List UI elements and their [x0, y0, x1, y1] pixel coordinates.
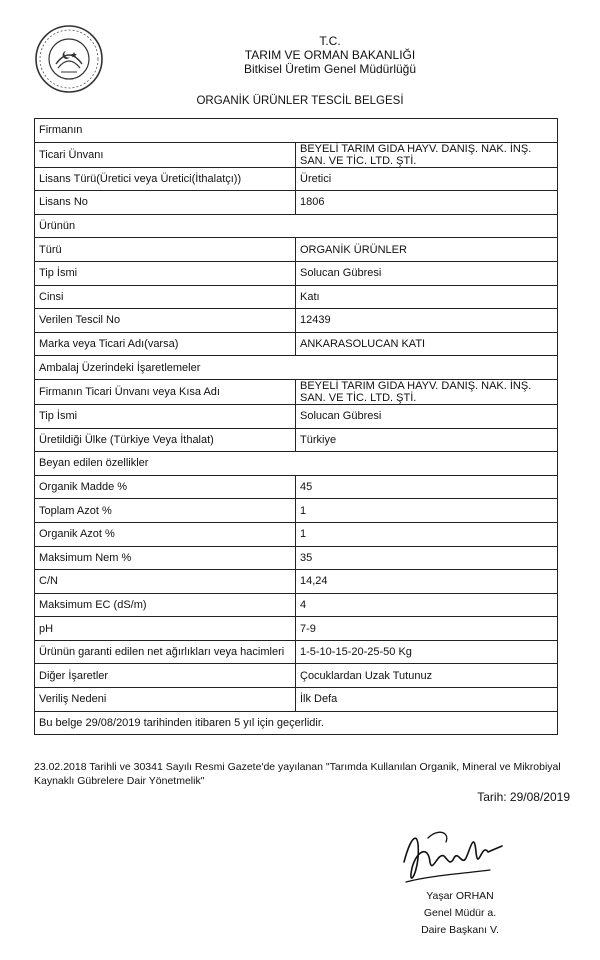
validity-note: Bu belge 29/08/2019 tarihinden itibaren 5 yıl için geçerlidir. [35, 711, 558, 735]
row-value: Çocuklardan Uzak Tutunuz [296, 664, 558, 688]
signer-title: Daire Başkanı V. [421, 924, 499, 936]
row-value: 1 [296, 499, 558, 523]
row-value: 1-5-10-15-20-25-50 Kg [296, 640, 558, 664]
row-label: Üretildiği Ülke (Türkiye Veya İthalat) [35, 428, 296, 452]
section-label: Firmanın [35, 119, 558, 143]
issue-date: Tarih: 29/08/2019 [477, 790, 570, 804]
section-row-firm [35, 119, 558, 143]
row-label: Ticari Ünvanı [35, 142, 296, 167]
table-row [35, 191, 558, 215]
section-label: Beyan edilen özellikler [35, 452, 558, 476]
header-directorate: Bitkisel Üretim Genel Müdürlüğü [243, 62, 417, 76]
signature-icon [398, 822, 506, 894]
legal-basis: 23.02.2018 Tarihli ve 30341 Sayılı Resmi Gazete'de yayılanan "Tarımda Kullanılan Organik, Mineral ve Mikrobiyal Kaynaklı Gübrelere Dair Yönetmelik" [34, 761, 561, 787]
row-label: Lisans Türü(Üretici veya Üretici(İthalatçı)) [35, 167, 296, 191]
row-value: 4 [296, 593, 558, 617]
table-row [35, 309, 558, 333]
section-row-declared [35, 452, 558, 476]
row-label: pH [35, 617, 296, 641]
table-row [35, 238, 558, 262]
header-ministry: TARIM VE ORMAN BAKANLIĞI [244, 48, 416, 62]
row-value: 35 [296, 546, 558, 570]
section-label: Ürünün [35, 214, 558, 238]
row-label: Cinsi [35, 285, 296, 309]
table-row [35, 593, 558, 617]
table-row [35, 475, 558, 499]
registration-table [34, 118, 558, 735]
section-row-packaging [35, 356, 558, 380]
row-label: Veriliş Nedeni [35, 688, 296, 712]
signer-block [400, 888, 520, 939]
table-row [35, 167, 558, 191]
document-title: ORGANİK ÜRÜNLER TESCİL BELGESİ [196, 95, 404, 107]
signer-name: Yaşar ORHAN [426, 890, 494, 902]
row-label: Organik Madde % [35, 475, 296, 499]
row-value: Solucan Gübresi [296, 404, 558, 428]
table-row [35, 285, 558, 309]
row-label: Tip İsmi [35, 404, 296, 428]
row-value: ANKARASOLUCAN KATI [296, 332, 558, 356]
table-row [35, 522, 558, 546]
table-row [35, 332, 558, 356]
registration-table-body [35, 119, 558, 735]
table-row [35, 617, 558, 641]
table-row [35, 546, 558, 570]
table-row [35, 640, 558, 664]
row-value: 7-9 [296, 617, 558, 641]
table-row [35, 142, 558, 167]
document-header [150, 34, 510, 76]
row-value: BEYELİ TARIM GIDA HAYV. DANIŞ. NAK. İNŞ. SAN. VE TİC. LTD. ŞTİ. [296, 379, 558, 404]
table-row [35, 404, 558, 428]
table-row [35, 428, 558, 452]
row-label: Diğer İşaretler [35, 664, 296, 688]
signer-title: Genel Müdür a. [423, 907, 497, 919]
row-label: Ürünün garanti edilen net ağırlıkları veya hacimleri [35, 640, 296, 664]
row-value: 12439 [296, 309, 558, 333]
row-value: 45 [296, 475, 558, 499]
table-row [35, 664, 558, 688]
row-value: İlk Defa [296, 688, 558, 712]
row-value: Katı [296, 285, 558, 309]
row-label: Maksimum EC (dS/m) [35, 593, 296, 617]
header-line-tc: T.C. [319, 34, 341, 48]
row-label: Firmanın Ticari Ünvanı veya Kısa Adı [35, 379, 296, 404]
row-value: 14,24 [296, 570, 558, 594]
row-label: C/N [35, 570, 296, 594]
section-row-product [35, 214, 558, 238]
row-value: Üretici [296, 167, 558, 191]
row-label: Tip İsmi [35, 261, 296, 285]
section-label: Ambalaj Üzerindeki İşaretlemeler [35, 356, 558, 380]
row-value: BEYELİ TARIM GIDA HAYV. DANIŞ. NAK. İNŞ. SAN. VE TİC. LTD. ŞTİ. [296, 142, 558, 167]
row-label: Toplam Azot % [35, 499, 296, 523]
table-row [35, 688, 558, 712]
row-label: Türü [35, 238, 296, 262]
row-value: 1806 [296, 191, 558, 215]
table-row [35, 499, 558, 523]
table-row [35, 261, 558, 285]
row-value: ORGANİK ÜRÜNLER [296, 238, 558, 262]
row-value: Solucan Gübresi [296, 261, 558, 285]
row-value: Türkiye [296, 428, 558, 452]
row-value: 1 [296, 522, 558, 546]
validity-row [35, 711, 558, 735]
table-row [35, 570, 558, 594]
ministry-seal-icon [34, 24, 104, 94]
row-label: Maksimum Nem % [35, 546, 296, 570]
row-label: Verilen Tescil No [35, 309, 296, 333]
row-label: Marka veya Ticari Adı(varsa) [35, 332, 296, 356]
row-label: Organik Azot % [35, 522, 296, 546]
table-row [35, 379, 558, 404]
row-label: Lisans No [35, 191, 296, 215]
